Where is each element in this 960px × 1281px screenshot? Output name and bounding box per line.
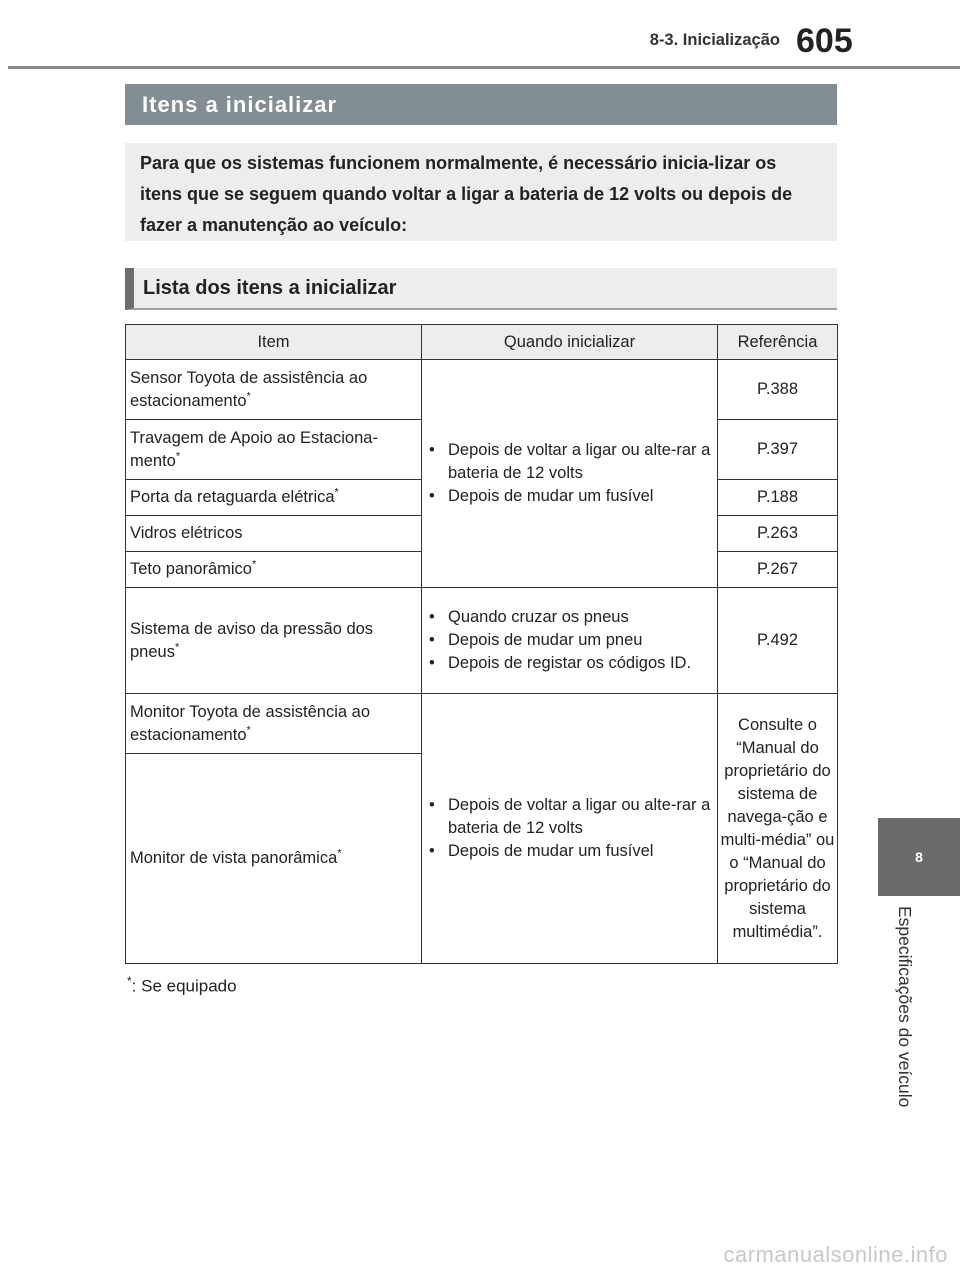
asterisk-mark: * <box>175 450 181 462</box>
item-text: Travagem de Apoio ao Estaciona-mento <box>130 428 378 470</box>
list-item: • Depois de mudar um fusível <box>426 485 711 508</box>
reference-cell: P.388 <box>718 360 838 420</box>
initialization-table <box>125 324 838 964</box>
item-cell <box>126 360 422 420</box>
table-row <box>126 360 838 420</box>
header-rule <box>8 66 960 69</box>
page-number: 605 <box>796 22 853 60</box>
footnote-mark: * <box>127 974 132 988</box>
item-cell <box>126 694 422 754</box>
section-title: Itens a inicializar <box>125 84 837 125</box>
item-text: Monitor de vista panorâmica <box>130 849 338 867</box>
when-list <box>426 606 711 675</box>
asterisk-mark: * <box>252 558 257 571</box>
item-cell <box>126 588 422 694</box>
asterisk-mark: * <box>246 724 251 736</box>
chapter-title: Especificações do veículo <box>895 906 915 1108</box>
item-cell <box>126 480 422 516</box>
intro-text: Para que os sistemas funcionem normalmente, é necessário inicia-lizar os itens que se seguem quando voltar a ligar a bateria de 12 volts ou depois de fazer a manutenção ao veículo: <box>140 153 793 235</box>
item-cell <box>126 754 422 964</box>
column-header-item: Item <box>126 325 422 360</box>
reference-cell: P.267 <box>718 552 838 588</box>
reference-cell: P.492 <box>718 588 838 694</box>
item-cell: Vidros elétricos <box>126 516 422 552</box>
reference-cell: P.188 <box>718 480 838 516</box>
when-list <box>426 794 711 863</box>
when-cell <box>422 360 718 588</box>
subsection-title: Lista dos itens a inicializar <box>125 268 837 310</box>
list-item: • Depois de voltar a ligar ou alte-rar a bateria de 12 volts <box>426 794 711 840</box>
when-cell <box>422 694 718 964</box>
chapter-tab <box>878 818 960 896</box>
when-cell <box>422 588 718 694</box>
item-text: Porta da retaguarda elétrica <box>130 488 335 506</box>
asterisk-mark: * <box>246 390 251 402</box>
reference-cell: Consulte o “Manual do proprietário do sistema de navega-ção e multi-média” ou o “Manual do proprietário do sistema multimédia”. <box>718 694 838 964</box>
asterisk-mark: * <box>337 847 342 860</box>
list-item: • Quando cruzar os pneus <box>426 606 711 629</box>
item-text: Monitor Toyota de assistência ao estacionamento <box>130 702 370 744</box>
asterisk-mark: * <box>334 486 339 499</box>
item-text: Teto panorâmico <box>130 560 252 578</box>
list-item: • Depois de mudar um fusível <box>426 840 711 863</box>
reference-cell: P.397 <box>718 420 838 480</box>
footnote <box>127 974 237 997</box>
footnote-text: : Se equipado <box>131 976 237 996</box>
when-list <box>426 439 711 508</box>
item-cell <box>126 552 422 588</box>
table-row <box>126 588 838 694</box>
column-header-reference: Referência <box>718 325 838 360</box>
item-cell <box>126 420 422 480</box>
item-text: Sensor Toyota de assistência ao estacionamento <box>130 368 368 410</box>
list-item: • Depois de registar os códigos ID. <box>426 652 711 675</box>
list-item: • Depois de voltar a ligar ou alte-rar a bateria de 12 volts <box>426 439 711 485</box>
item-text: Sistema de aviso da pressão dos pneus <box>130 619 374 661</box>
table-row <box>126 694 838 754</box>
column-header-when: Quando inicializar <box>422 325 718 360</box>
reference-cell: P.263 <box>718 516 838 552</box>
list-item: • Depois de mudar um pneu <box>426 629 711 652</box>
table-header-row <box>126 325 838 360</box>
asterisk-mark: * <box>174 641 180 653</box>
watermark-text: carmanualsonline.info <box>723 1242 948 1267</box>
intro-box <box>125 143 837 241</box>
chapter-number: 8 <box>915 849 923 865</box>
running-header-section: 8-3. Inicialização <box>649 31 780 49</box>
